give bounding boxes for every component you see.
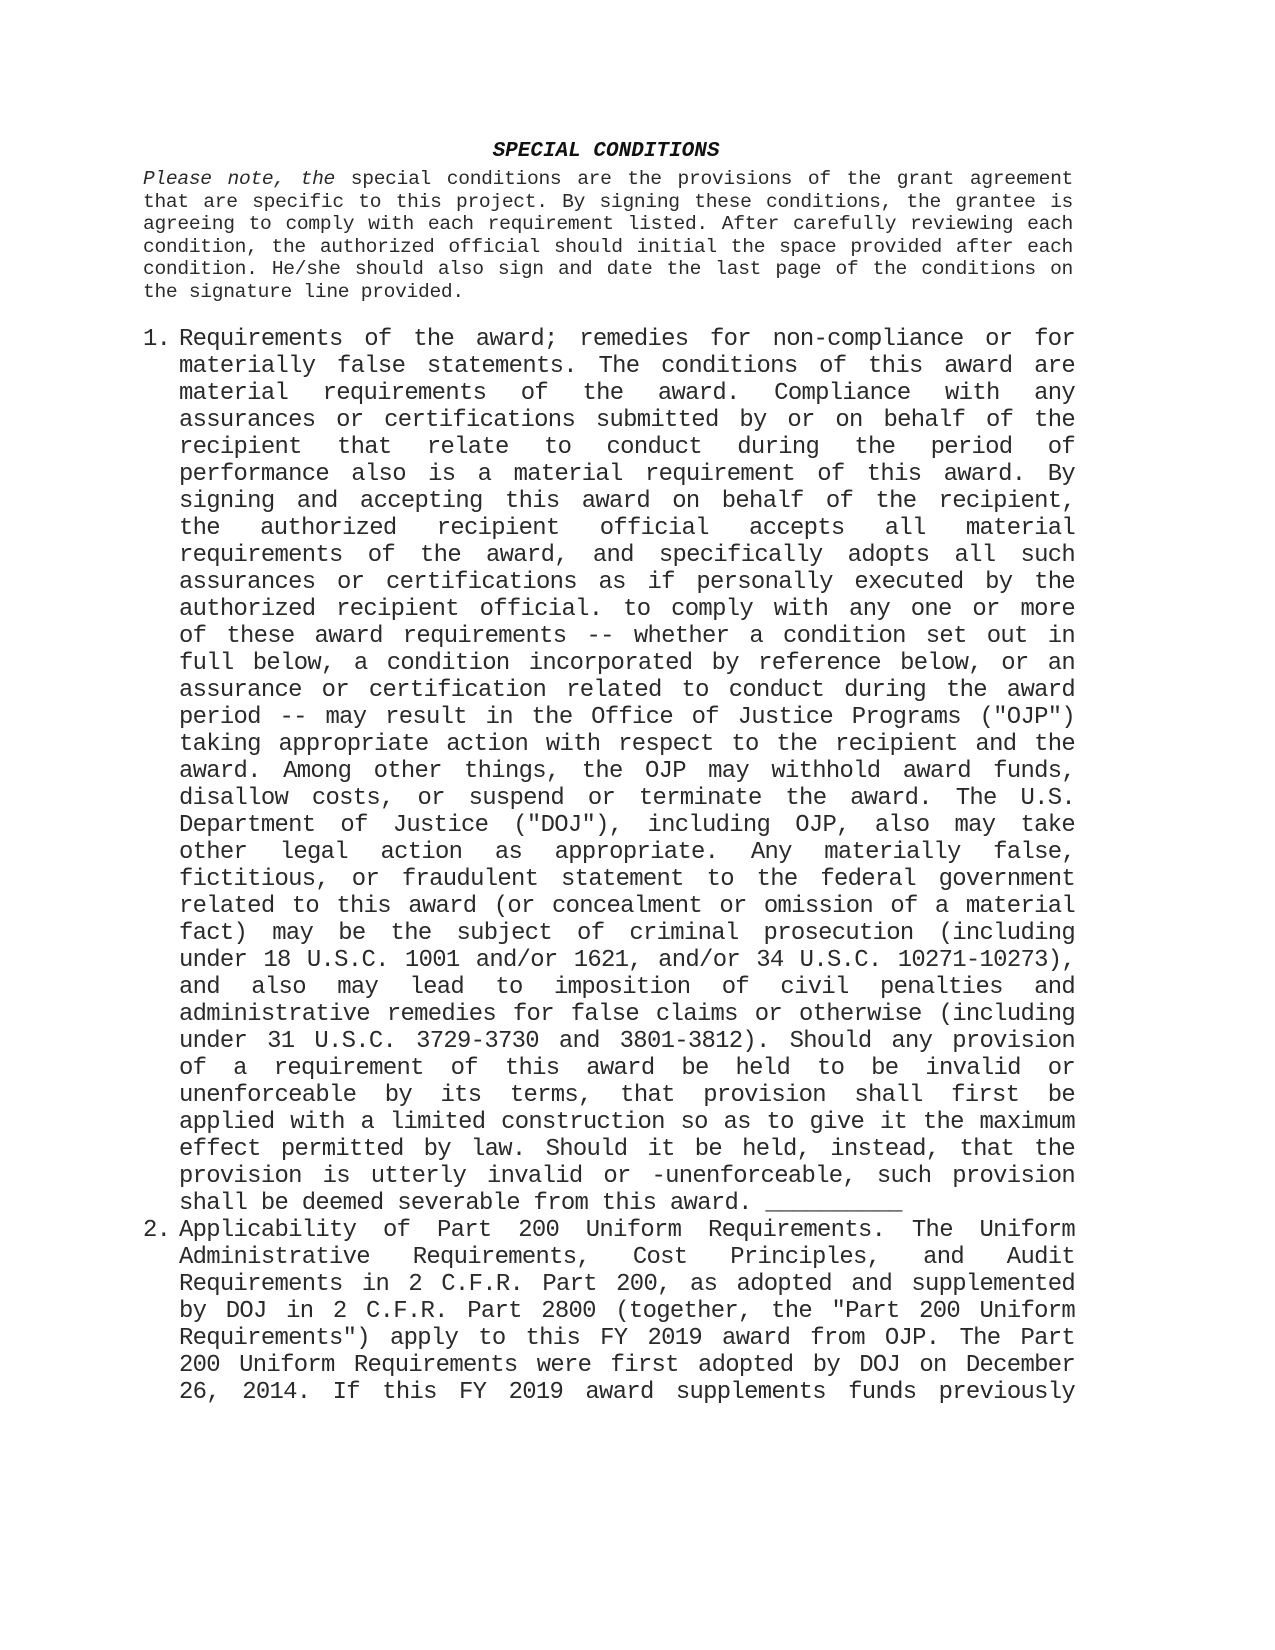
condition-line: award. Among other things, the OJP may withhold award funds, — [179, 758, 1075, 785]
condition-line: material requirements of the award. Compliance with any — [179, 380, 1075, 407]
conditions-list — [143, 326, 1075, 1406]
condition-line: shall be deemed severable from this award. __________ — [179, 1190, 902, 1217]
condition-line: Applicability of Part 200 Uniform Requirements. The Uniform — [179, 1217, 1075, 1244]
condition-line: fictitious, or fraudulent statement to the federal government — [179, 866, 1075, 893]
condition-line: materially false statements. The conditions of this award are — [179, 353, 1075, 380]
condition-line: provision is utterly invalid or -unenforceable, such provision — [179, 1163, 1075, 1190]
condition-line: administrative remedies for false claims or otherwise (including — [179, 1001, 1075, 1028]
condition-line: 200 Uniform Requirements were first adopted by DOJ on December — [179, 1352, 1075, 1379]
condition-line: effect permitted by law. Should it be held, instead, that the — [179, 1136, 1075, 1163]
condition-line: recipient that relate to conduct during the period of — [179, 434, 1075, 461]
condition-number: 2. — [143, 1217, 171, 1244]
intro-note — [143, 168, 1073, 304]
condition-line: Requirements of the award; remedies for non-compliance or for — [179, 326, 1075, 353]
condition-item — [143, 326, 1075, 1217]
intro-line: that are specific to this project. By signing these conditions, the grantee is — [143, 190, 1073, 213]
condition-line: disallow costs, or suspend or terminate the award. The U.S. — [179, 785, 1075, 812]
condition-line: assurance or certification related to conduct during the award — [179, 677, 1075, 704]
condition-line: requirements of the award, and specifically adopts all such — [179, 542, 1075, 569]
condition-item — [143, 1217, 1075, 1406]
intro-line: agreeing to comply with each requirement listed. After carefully reviewing each — [143, 213, 1073, 236]
condition-line: applied with a limited construction so as to give it the maximum — [179, 1109, 1075, 1136]
condition-line: of a requirement of this award be held to be invalid or — [179, 1055, 1075, 1082]
condition-line: related to this award (or concealment or omission of a material — [179, 893, 1075, 920]
condition-line: 26, 2014. If this FY 2019 award supplements funds previously — [179, 1379, 1075, 1406]
intro-italic: Please note, the — [143, 168, 336, 190]
condition-line: assurances or certifications submitted by or on behalf of the — [179, 407, 1075, 434]
condition-line: full below, a condition incorporated by reference below, or an — [179, 650, 1075, 677]
intro-line: condition, the authorized official should initial the space provided after each — [143, 235, 1073, 258]
intro-line: the signature line provided. — [143, 280, 464, 303]
condition-line: authorized recipient official. to comply with any one or more — [179, 596, 1075, 623]
condition-line: the authorized recipient official accepts all material — [179, 515, 1075, 542]
condition-line: and also may lead to imposition of civil penalties and — [179, 974, 1075, 1001]
condition-line: of these award requirements -- whether a condition set out in — [179, 623, 1075, 650]
intro-line — [143, 168, 1073, 191]
condition-line: under 31 U.S.C. 3729-3730 and 3801-3812). Should any provision — [179, 1028, 1075, 1055]
condition-line: Administrative Requirements, Cost Principles, and Audit — [179, 1244, 1075, 1271]
condition-line: Requirements in 2 C.F.R. Part 200, as adopted and supplemented — [179, 1271, 1075, 1298]
condition-line: taking appropriate action with respect to the recipient and the — [179, 731, 1075, 758]
condition-line: by DOJ in 2 C.F.R. Part 2800 (together, the "Part 200 Uniform — [179, 1298, 1075, 1325]
intro-line: condition. He/she should also sign and date the last page of the conditions on — [143, 258, 1073, 281]
page-title: SPECIAL CONDITIONS — [492, 140, 720, 163]
condition-line: fact) may be the subject of criminal prosecution (including — [179, 920, 1075, 947]
intro-lines — [143, 191, 1073, 304]
condition-line: under 18 U.S.C. 1001 and/or 1621, and/or 34 U.S.C. 10271-10273), — [179, 947, 1075, 974]
condition-line: Requirements") apply to this FY 2019 award from OJP. The Part — [179, 1325, 1075, 1352]
condition-line: performance also is a material requirement of this award. By — [179, 461, 1075, 488]
condition-line: unenforceable by its terms, that provision shall first be — [179, 1082, 1075, 1109]
condition-line: signing and accepting this award on behalf of the recipient, — [179, 488, 1075, 515]
condition-line: Department of Justice ("DOJ"), including OJP, also may take — [179, 812, 1075, 839]
intro-first-rest: special conditions are the provisions of the grant agreement — [335, 168, 1073, 190]
condition-line: assurances or certifications as if personally executed by the — [179, 569, 1075, 596]
condition-number: 1. — [143, 326, 171, 353]
condition-line: period -- may result in the Office of Justice Programs ("OJP") — [179, 704, 1075, 731]
condition-line: other legal action as appropriate. Any materially false, — [179, 839, 1075, 866]
